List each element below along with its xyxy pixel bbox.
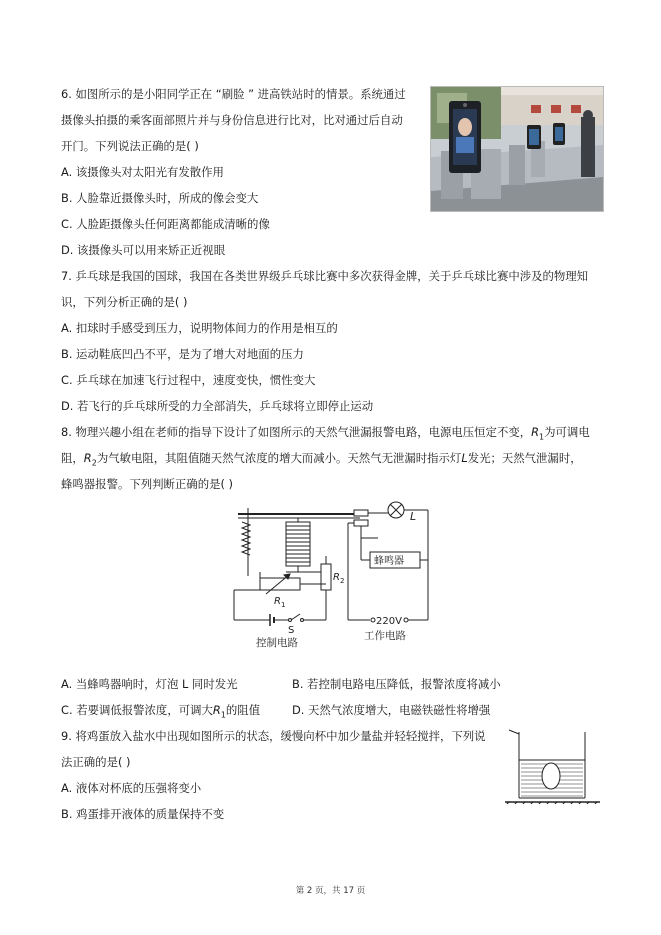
q7-stem-line-2: 识，下列分析正确的是( ): [61, 295, 188, 309]
r1-label: R: [274, 596, 281, 607]
q6-option-b: B. 人脸靠近摄像头时，所成的像会变大: [61, 191, 259, 205]
q7-option-d: D. 若飞行的乒乓球所受的力全部消失，乒乓球将立即停止运动: [61, 399, 374, 413]
q8-option-c-sub: 1: [220, 710, 226, 720]
q8-stem-line-3: 蜂鸣器报警。下列判断正确的是( ): [61, 477, 233, 491]
q8-option-b: B. 若控制电路电压降低，报警浓度将减小: [292, 677, 501, 691]
alarm-circuit-diagram: [230, 496, 440, 648]
q7-option-b: B. 运动鞋底凹凸不平，是为了增大对地面的压力: [61, 347, 304, 361]
voltage-label: 220V: [376, 616, 402, 627]
buzzer-label: 蜂鸣器: [374, 556, 404, 567]
q8-option-c-text: C. 若要调低报警浓度，可调大: [61, 703, 213, 717]
q8-stem-line-1-text: 8. 物理兴趣小组在老师的指导下设计了如图所示的天然气泄漏报警电路，电源电压恒定不变，: [61, 425, 532, 439]
r2-symbol: R: [83, 451, 92, 465]
q6-stem-line-3: 开门。下列说法正确的是( ): [61, 139, 199, 153]
r1-label-subscript: 1: [281, 601, 286, 609]
control-circuit-label: 控制电路: [256, 637, 298, 648]
switch-label: S: [288, 625, 295, 636]
q7-option-c: C. 乒乓球在加速飞行过程中，速度变快，惯性变大: [61, 373, 316, 387]
page-footer: 第 2 页，共 17 页: [295, 886, 366, 896]
q8-option-d: D. 天然气浓度增大，电磁铁磁性将增强: [292, 703, 491, 717]
q8-option-c-end: 的阻值: [225, 703, 261, 717]
q6-option-a: A. 该摄像头对太阳光有发散作用: [61, 165, 224, 179]
r1-symbol: R: [531, 425, 540, 439]
q8-stem-line-2: [61, 450, 582, 471]
q8-stem-line-2-start: 阻，: [61, 451, 84, 465]
lamp-symbol: L: [461, 451, 468, 465]
r2-label-subscript: 2: [340, 577, 345, 585]
q8-option-c-r: R: [212, 703, 221, 717]
q8-stem-line-1: [61, 424, 590, 445]
r2-label: R: [333, 572, 340, 583]
face-scan-gate-photo: [430, 86, 604, 212]
q8-option-a: A. 当蜂鸣器响时，灯泡 L 同时发光: [61, 677, 238, 691]
q9-option-b: B. 鸡蛋排开液体的质量保持不变: [61, 807, 225, 821]
q6-stem-line-1: 6. 如图所示的是小阳同学正在 “刷脸 ” 进高铁站时的情景。系统通过: [61, 87, 406, 101]
q9-stem-line-2: 法正确的是( ): [61, 755, 131, 769]
q8-stem-line-1-end: 为可调电: [544, 425, 590, 439]
q9-option-a: A. 液体对杯底的压强将变小: [61, 781, 202, 795]
q8-stem-line-2-end: 发光；天然气泄漏时，: [467, 451, 582, 465]
lamp-label: L: [410, 510, 417, 523]
q7-stem-line-1: 7. 乒乓球是我国的国球，我国在各类世界级乒乓球比赛中多次获得金牌，关于乒乓球比赛中涉及的物理知: [61, 269, 589, 283]
r2-subscript: 2: [91, 458, 97, 468]
q8-stem-line-2-mid: 为气敏电阻，其阻值随天然气浓度的增大而减小。天然气无泄漏时指示灯: [96, 451, 462, 465]
work-circuit-label: 工作电路: [364, 630, 406, 642]
q6-option-d: D. 该摄像头可以用来矫正近视眼: [61, 243, 226, 257]
r1-subscript: 1: [539, 432, 545, 442]
q6-option-c: C. 人脸距摄像头任何距离都能成清晰的像: [61, 217, 270, 231]
q9-stem-line-1: 9. 将鸡蛋放入盐水中出现如图所示的状态，缓慢向杯中加少量盐并轻轻搅拌，下列说: [61, 729, 486, 743]
beaker-egg-diagram: [505, 726, 600, 804]
q8-option-c: [61, 702, 260, 723]
q6-stem-line-2: 摄像头拍摄的乘客面部照片并与身份信息进行比对，比对通过后自动: [61, 113, 403, 127]
q7-option-a: A. 扣球时手感受到压力，说明物体间力的作用是相互的: [61, 321, 338, 335]
